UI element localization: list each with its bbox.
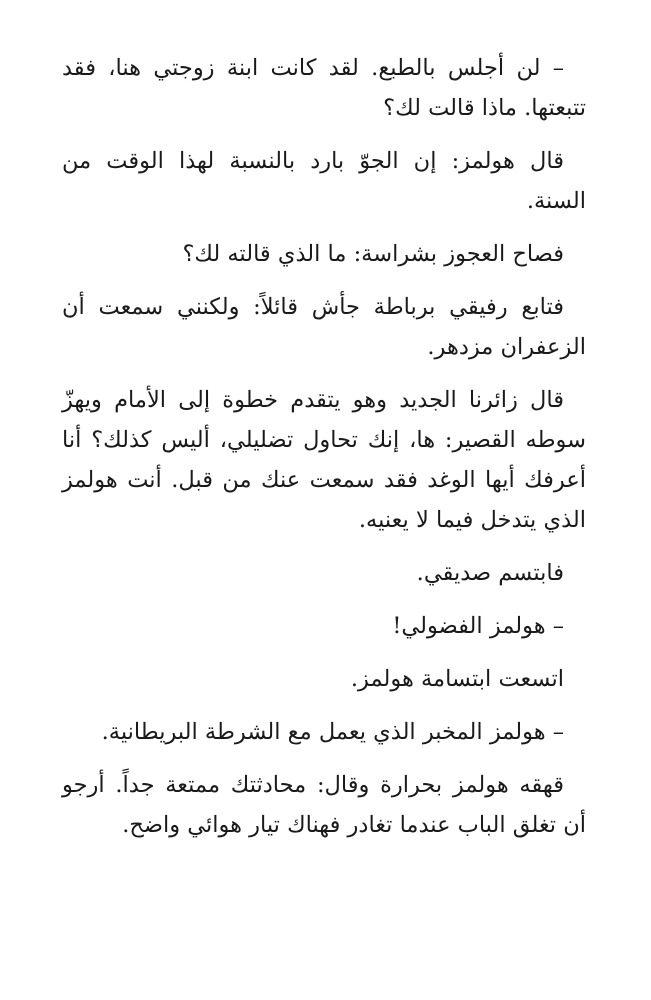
paragraph-4: فتابع رفيقي برباطة جأش قائلاً: ولكنني سمعت أن الزعفران مزدهر. <box>62 294 586 360</box>
paragraph-8: اتسعت ابتسامة هولمز. <box>350 666 564 692</box>
paragraph-5: قال زائرنا الجديد وهو يتقدم خطوة إلى الأمام ويهزّ سوطه القصير: ها، إنك تحاول تضليلي، أليس كذلك؟ أنا أعرفك أيها الوغد فقد سمعت عنك من قبل. أنت هولمز الذي يتدخل فيما لا يعنيه. <box>62 387 586 533</box>
book-page <box>62 48 586 858</box>
paragraph-1: – لن أجلس بالطبع. لقد كانت ابنة زوجتي هنا، فقد تتبعتها. ماذا قالت لك؟ <box>62 55 586 121</box>
paragraph-6: فابتسم صديقي. <box>416 560 564 586</box>
paragraph-9: – هولمز المخبر الذي يعمل مع الشرطة البريطانية. <box>101 719 564 745</box>
paragraph-2: قال هولمز: إن الجوّ بارد بالنسبة لهذا الوقت من السنة. <box>62 148 586 214</box>
paragraph-10: قهقه هولمز بحرارة وقال: محادثتك ممتعة جداً. أرجو أن تغلق الباب عندما تغادر فهناك تيار هوائي واضح. <box>62 772 586 838</box>
paragraph-7: – هولمز الفضولي! <box>392 613 564 639</box>
paragraph-3: فصاح العجوز بشراسة: ما الذي قالته لك؟ <box>182 241 564 267</box>
